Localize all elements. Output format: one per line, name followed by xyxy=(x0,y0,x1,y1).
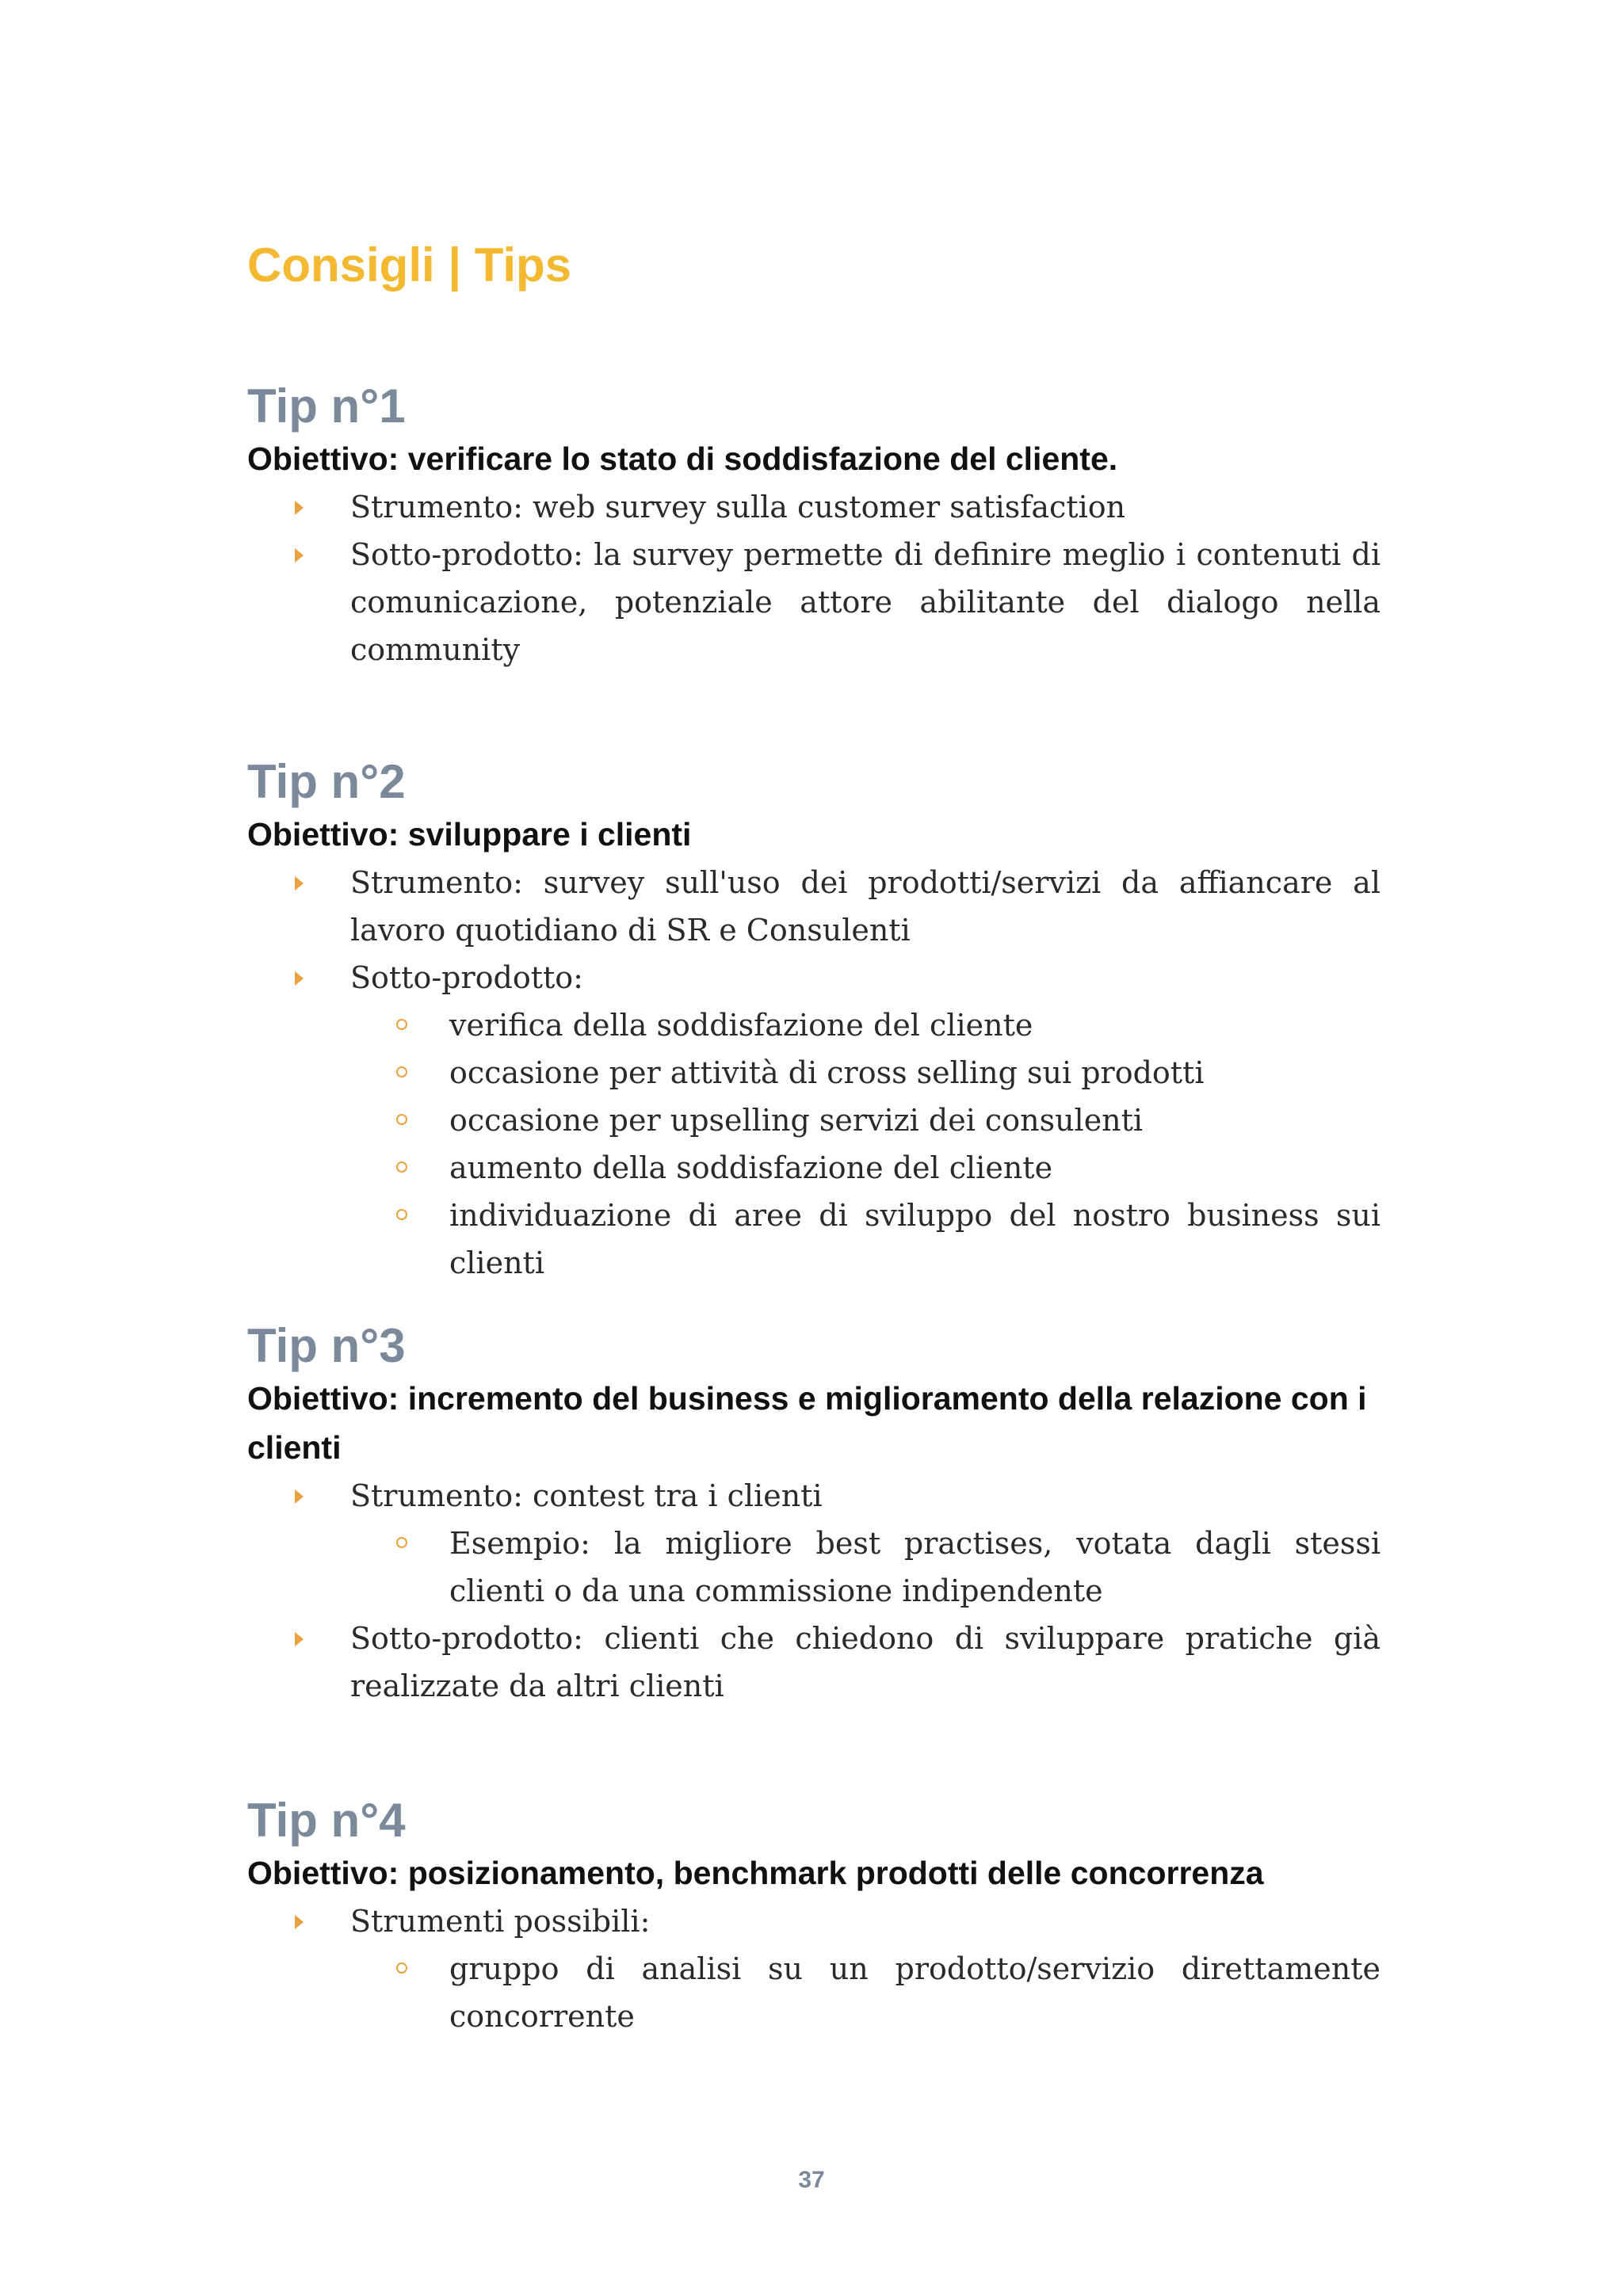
list-item-text: Strumento: contest tra i clienti xyxy=(350,1478,823,1513)
sub-list xyxy=(247,1520,1381,1615)
triangle-bullet-icon xyxy=(295,1632,304,1646)
list-item-text: Strumento: web survey sulla customer satisfaction xyxy=(350,490,1126,524)
page-number: 37 xyxy=(798,2167,825,2193)
sub-item-text: aumento della soddisfazione del cliente xyxy=(449,1150,1053,1185)
circle-bullet-icon xyxy=(396,1066,407,1077)
tip-3 xyxy=(247,1318,1381,1710)
triangle-bullet-icon xyxy=(295,876,304,891)
list-item xyxy=(247,483,1381,531)
sub-list-item xyxy=(247,1520,1381,1615)
sub-list xyxy=(247,1945,1381,2040)
sub-item-text: gruppo di analisi su un prodotto/servizio direttamente concorrente xyxy=(449,1951,1381,2034)
tip-title: Tip n°2 xyxy=(247,755,406,808)
sub-list xyxy=(247,1001,1381,1287)
tip-title: Tip n°4 xyxy=(247,1794,406,1847)
tip-objective: Obiettivo: sviluppare i clienti xyxy=(247,816,692,852)
sub-list-item xyxy=(247,1049,1381,1097)
sub-item-text: verifica della soddisfazione del cliente xyxy=(449,1008,1033,1043)
list-item xyxy=(247,1897,1381,1945)
list-item xyxy=(247,1472,1381,1520)
list-item xyxy=(247,859,1381,954)
list-item-text: Sotto-prodotto: xyxy=(350,960,583,995)
circle-bullet-icon xyxy=(396,1537,407,1548)
list-item-text: Sotto-prodotto: clienti che chiedono di sviluppare pratiche già realizzate da altri clienti xyxy=(350,1621,1381,1703)
page-title: Consigli | Tips xyxy=(247,238,572,292)
circle-bullet-icon xyxy=(396,1019,407,1030)
sub-item-text: individuazione di aree di sviluppo del nostro business sui clienti xyxy=(449,1198,1381,1280)
sub-list-item xyxy=(247,1097,1381,1144)
sub-item-text: occasione per upselling servizi dei consulenti xyxy=(449,1103,1144,1138)
tip-1 xyxy=(247,379,1381,673)
sub-item-text: occasione per attività di cross selling sui prodotti xyxy=(449,1055,1205,1090)
sub-list-item xyxy=(247,1001,1381,1049)
tip-objective: Obiettivo: verificare lo stato di soddisfazione del cliente. xyxy=(247,441,1118,477)
triangle-bullet-icon xyxy=(295,501,304,515)
tip-list xyxy=(247,483,1381,673)
tip-title: Tip n°1 xyxy=(247,379,406,433)
tip-objective: Obiettivo: incremento del business e miglioramento della relazione con i clienti xyxy=(247,1380,1367,1466)
sub-item-text: Esempio: la migliore best practises, votata dagli stessi clienti o da una commissione indipendente xyxy=(449,1526,1381,1608)
tip-list xyxy=(247,1897,1381,1945)
list-item xyxy=(247,1615,1381,1710)
list-item-text: Strumento: survey sull'uso dei prodotti/servizi da affiancare al lavoro quotidiano di SR e Consulenti xyxy=(350,865,1381,948)
tip-list xyxy=(247,1615,1381,1710)
circle-bullet-icon xyxy=(396,1209,407,1220)
circle-bullet-icon xyxy=(396,1114,407,1125)
list-item-text: Strumenti possibili: xyxy=(350,1904,651,1939)
triangle-bullet-icon xyxy=(295,548,304,563)
triangle-bullet-icon xyxy=(295,1489,304,1504)
triangle-bullet-icon xyxy=(295,971,304,986)
list-item-text: Sotto-prodotto: la survey permette di definire meglio i contenuti di comunicazione, potenziale attore abilitante del dialogo nella community xyxy=(350,537,1381,667)
sub-list-item xyxy=(247,1945,1381,2040)
sub-list-item xyxy=(247,1144,1381,1192)
tip-4 xyxy=(247,1793,1381,2040)
circle-bullet-icon xyxy=(396,1962,407,1974)
circle-bullet-icon xyxy=(396,1161,407,1173)
tip-title: Tip n°3 xyxy=(247,1319,406,1372)
triangle-bullet-icon xyxy=(295,1915,304,1929)
tip-list xyxy=(247,1472,1381,1520)
tip-2 xyxy=(247,754,1381,1287)
tip-objective: Obiettivo: posizionamento, benchmark prodotti delle concorrenza xyxy=(247,1855,1264,1891)
sub-list-item xyxy=(247,1192,1381,1287)
tip-list xyxy=(247,859,1381,1001)
list-item xyxy=(247,954,1381,1001)
list-item xyxy=(247,531,1381,673)
